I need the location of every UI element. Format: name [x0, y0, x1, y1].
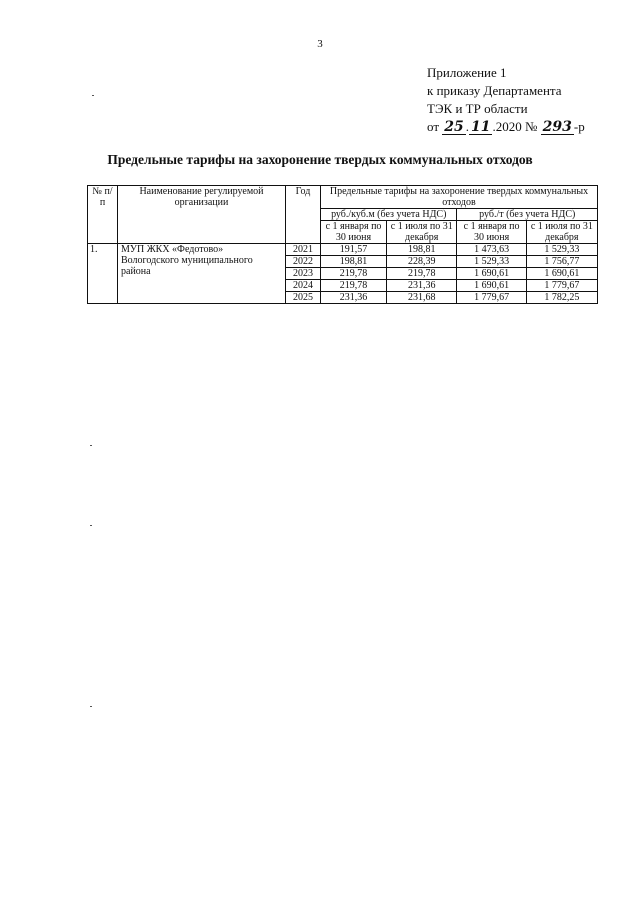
header-year: Год	[286, 186, 321, 244]
appendix-line-2: к приказу Департамента	[427, 83, 562, 98]
header-period-volume-h1: с 1 января по 30 июня	[321, 221, 387, 244]
year-cell: 2022	[286, 256, 321, 268]
weight-h1-cell: 1 529,33	[457, 256, 526, 268]
date-separator: .	[465, 119, 469, 134]
year-cell: 2025	[286, 292, 321, 304]
volume-h1-cell: 191,57	[321, 244, 387, 256]
volume-h2-cell: 219,78	[387, 268, 457, 280]
appendix-line-1: Приложение 1	[427, 65, 507, 80]
volume-h1-cell: 231,36	[321, 292, 387, 304]
header-unit-volume: руб./куб.м (без учета НДС)	[321, 209, 457, 221]
scan-speck	[90, 445, 92, 446]
date-prefix: от	[427, 119, 443, 134]
weight-h2-cell: 1 529,33	[526, 244, 597, 256]
volume-h2-cell: 231,36	[387, 280, 457, 292]
tariff-table	[87, 185, 598, 304]
header-tariffs: Предельные тарифы на захоронение твердых коммунальных отходов	[321, 186, 598, 209]
weight-h2-cell: 1 782,25	[526, 292, 597, 304]
year-cell: 2021	[286, 244, 321, 256]
weight-h1-cell: 1 473,63	[457, 244, 526, 256]
year-cell: 2023	[286, 268, 321, 280]
appendix-line-3: ТЭК и ТР области	[427, 101, 528, 116]
scan-speck	[90, 525, 92, 526]
year-cell: 2024	[286, 280, 321, 292]
handwritten-day: 25	[444, 119, 464, 135]
weight-h2-cell: 1 690,61	[526, 268, 597, 280]
appendix-header	[427, 64, 585, 136]
row-number: 1.	[88, 244, 118, 304]
page-number: 3	[317, 38, 323, 50]
document-title: Предельные тарифы на захоронение твердых коммунальных отходов	[107, 152, 533, 167]
header-num: № п/п	[88, 186, 118, 244]
volume-h2-cell: 198,81	[387, 244, 457, 256]
handwritten-month: 11	[471, 119, 491, 135]
weight-h1-cell: 1 779,67	[457, 292, 526, 304]
scan-speck	[90, 706, 92, 707]
volume-h1-cell: 198,81	[321, 256, 387, 268]
appendix-line-4	[427, 118, 585, 136]
weight-h2-cell: 1 779,67	[526, 280, 597, 292]
header-period-volume-h2: с 1 июля по 31 декабря	[387, 221, 457, 244]
handwritten-order-number: 293	[542, 119, 572, 135]
scan-speck	[92, 95, 94, 96]
volume-h1-cell: 219,78	[321, 280, 387, 292]
header-unit-weight: руб./т (без учета НДС)	[457, 209, 598, 221]
header-period-weight-h1: с 1 января по 30 июня	[457, 221, 526, 244]
date-year: .2020 №	[492, 119, 541, 134]
weight-h1-cell: 1 690,61	[457, 280, 526, 292]
volume-h2-cell: 231,68	[387, 292, 457, 304]
volume-h1-cell: 219,78	[321, 268, 387, 280]
weight-h1-cell: 1 690,61	[457, 268, 526, 280]
table-row	[88, 244, 598, 256]
order-suffix: -р	[573, 119, 585, 134]
volume-h2-cell: 228,39	[387, 256, 457, 268]
weight-h2-cell: 1 756,77	[526, 256, 597, 268]
header-period-weight-h2: с 1 июля по 31 декабря	[526, 221, 597, 244]
organization-name: МУП ЖКХ «Федотово» Вологодского муниципального района	[118, 244, 286, 304]
header-organization: Наименование регулируемой организации	[118, 186, 286, 244]
